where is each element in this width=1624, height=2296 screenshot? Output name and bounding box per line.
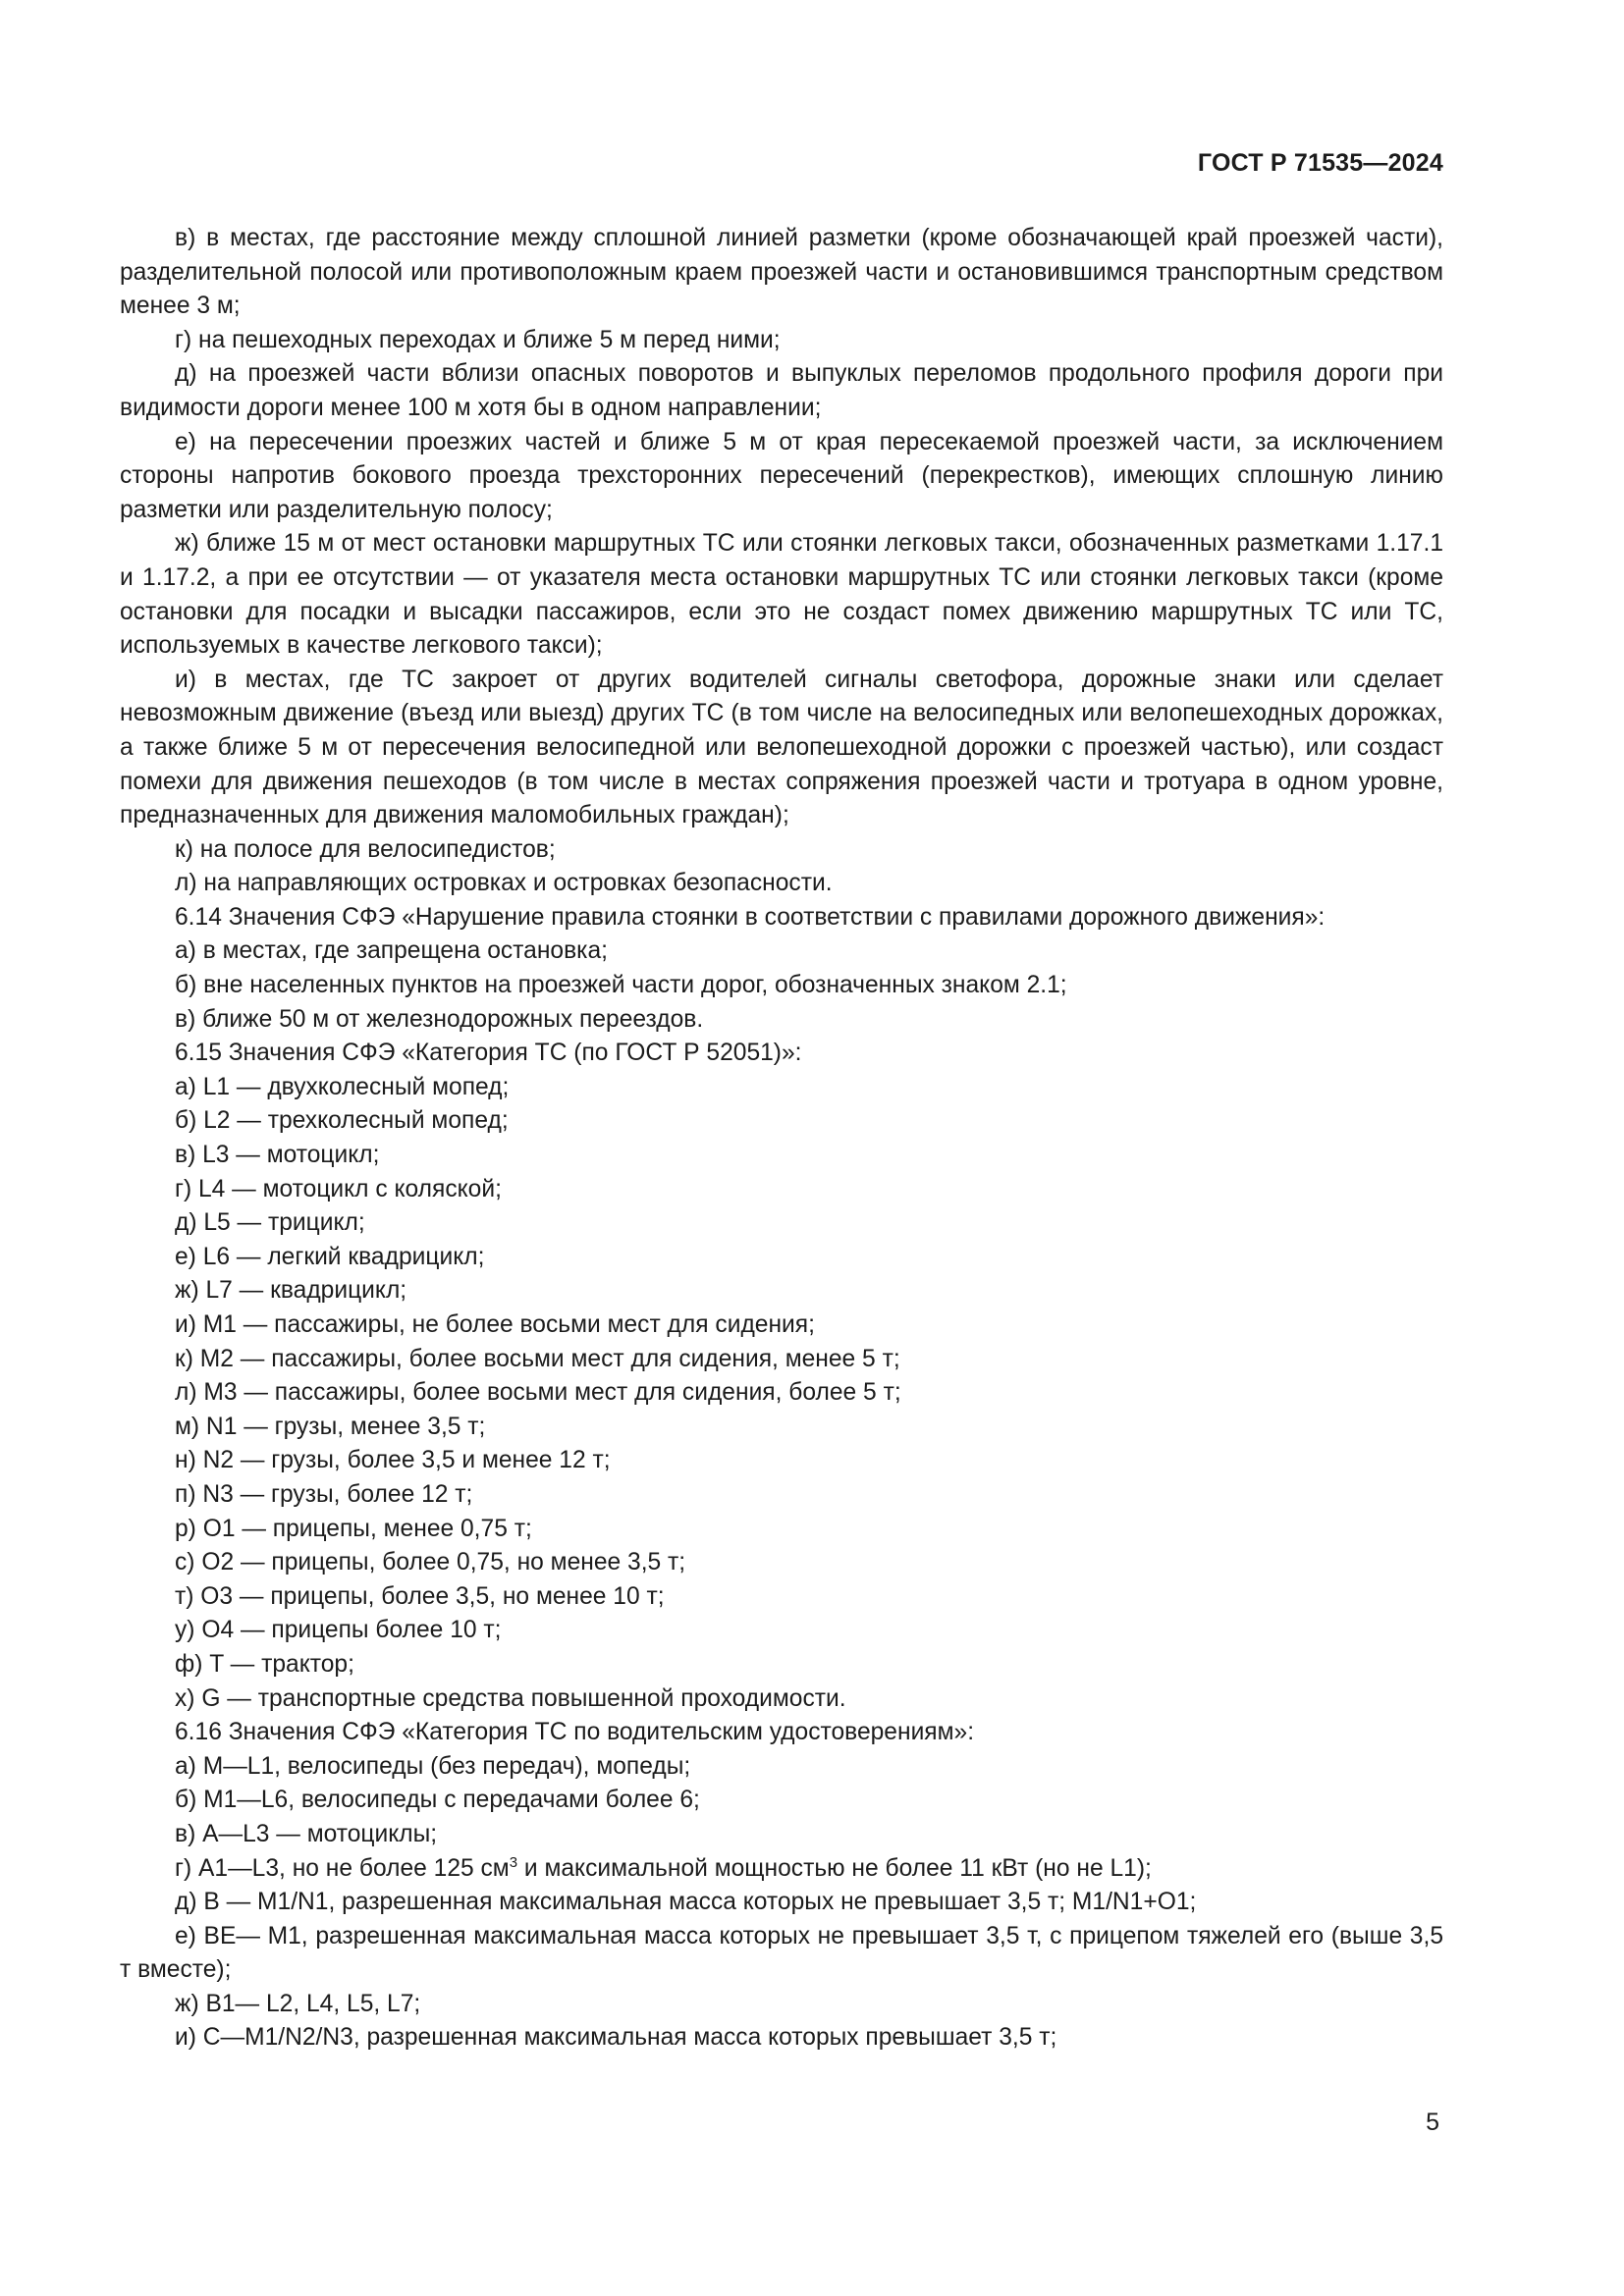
paragraph: д) L5 — трицикл; bbox=[175, 1209, 365, 1237]
paragraph: а) L1 — двухколесный мопед; bbox=[175, 1073, 510, 1100]
paragraph bbox=[120, 1852, 1443, 1887]
paragraph-text: г) A1—L3, но не более 125 см bbox=[175, 1854, 510, 1882]
paragraph: ж) ближе 15 м от мест остановки маршрутных ТС или стоянки легковых такси, обозначенных разметками 1.17.1 и 1.17.2, а при ее отсутствии — от указателя места остановки маршрутных ТС или стоянки легковых такси (кроме остановки для посадки и высадки пассажиров, если это не создаст помех движению маршрутных ТС или ТС, используемых в качестве легкового такси); bbox=[120, 530, 1443, 660]
paragraph: л) на направляющих островках и островках безопасности. bbox=[175, 870, 833, 897]
paragraph: е) BE— M1, разрешенная максимальная масса которых не превышает 3,5 т, с прицепом тяжелей его (выше 3,5 т вместе); bbox=[120, 1922, 1443, 1984]
paragraph: а) в местах, где запрещена остановка; bbox=[175, 937, 608, 965]
page-number: 5 bbox=[1426, 2109, 1439, 2136]
paragraph: б) вне населенных пунктов на проезжей части дорог, обозначенных знаком 2.1; bbox=[175, 972, 1067, 999]
document-code-header: ГОСТ Р 71535—2024 bbox=[1197, 149, 1443, 177]
paragraph: к) на полосе для велосипедистов; bbox=[175, 835, 556, 863]
paragraph: е) L6 — легкий квадрицикл; bbox=[175, 1243, 485, 1270]
paragraph: л) M3 — пассажиры, более восьми мест для сидения, более 5 т; bbox=[175, 1379, 901, 1407]
paragraph: в) L3 — мотоцикл; bbox=[175, 1142, 380, 1169]
paragraph: в) ближе 50 м от железнодорожных переездов. bbox=[175, 1005, 704, 1033]
paragraph: б) M1—L6, велосипеды с передачами более 6; bbox=[175, 1787, 700, 1814]
paragraph: р) O1 — прицепы, менее 0,75 т; bbox=[175, 1515, 532, 1542]
paragraph: к) M2 — пассажиры, более восьми мест для сидения, менее 5 т; bbox=[175, 1345, 900, 1372]
paragraph: и) C—M1/N2/N3, разрешенная максимальная масса которых превышает 3,5 т; bbox=[175, 2024, 1057, 2052]
paragraph: 6.15 Значения СФЭ «Категория ТС (по ГОСТ Р 52051)»: bbox=[175, 1040, 802, 1067]
paragraph: д) на проезжей части вблизи опасных поворотов и выпуклых переломов продольного профиля дороги при видимости дороги менее 100 м хотя бы в одном направлении; bbox=[120, 360, 1443, 421]
paragraph: 6.16 Значения СФЭ «Категория ТС по водительским удостоверениям»: bbox=[175, 1719, 975, 1746]
paragraph: ж) B1— L2, L4, L5, L7; bbox=[175, 1990, 421, 2017]
paragraph: 6.14 Значения СФЭ «Нарушение правила стоянки в соответствии с правилами дорожного движения»: bbox=[175, 903, 1326, 931]
paragraph: т) O3 — прицепы, более 3,5, но менее 10 т; bbox=[175, 1582, 665, 1610]
paragraph: п) N3 — грузы, более 12 т; bbox=[175, 1480, 473, 1508]
paragraph: г) на пешеходных переходах и ближе 5 м перед ними; bbox=[175, 326, 781, 353]
paragraph: ф) T — трактор; bbox=[175, 1650, 354, 1678]
paragraph: м) N1 — грузы, менее 3,5 т; bbox=[175, 1413, 486, 1440]
paragraph: у) O4 — прицепы более 10 т; bbox=[175, 1617, 502, 1644]
paragraph: с) O2 — прицепы, более 0,75, но менее 3,5 т; bbox=[175, 1549, 686, 1576]
paragraph: д) B — M1/N1, разрешенная максимальная масса которых не превышает 3,5 т; M1/N1+O1; bbox=[175, 1889, 1197, 1916]
document-body bbox=[120, 222, 1443, 2056]
paragraph: б) L2 — трехколесный мопед; bbox=[175, 1107, 509, 1135]
paragraph: в) в местах, где расстояние между сплошной линией разметки (кроме обозначающей край проезжей части), разделительной полосой или противоположным краем проезжей части и остановившимся транспортным средством менее 3 м; bbox=[120, 225, 1443, 320]
paragraph: и) в местах, где ТС закроет от других водителей сигналы светофора, дорожные знаки или сделает невозможным движение (въезд или выезд) других ТС (в том числе на велосипедных или велопешеходных дорожках, а также ближе 5 м от пересечения велосипедной или велопешеходной дорожки с проезжей частью), или создаст помехи для движения пешеходов (в том числе в местах сопряжения проезжей части и тротуара в одном уровне, предназначенных для движения маломобильных граждан); bbox=[120, 666, 1443, 829]
paragraph: е) на пересечении проезжих частей и ближе 5 м от края пересекаемой проезжей части, за исключением стороны напротив бокового проезда трехсторонних пересечений (перекрестков), имеющих сплошную линию разметки или разделительную полосу; bbox=[120, 428, 1443, 523]
paragraph: г) L4 — мотоцикл с коляской; bbox=[175, 1175, 502, 1202]
paragraph: х) G — транспортные средства повышенной проходимости. bbox=[175, 1684, 846, 1712]
superscript: 3 bbox=[509, 1853, 518, 1871]
paragraph: а) M—L1, велосипеды (без передач), мопеды; bbox=[175, 1752, 691, 1780]
paragraph: в) A—L3 — мотоциклы; bbox=[175, 1820, 438, 1847]
paragraph: и) M1 — пассажиры, не более восьми мест для сидения; bbox=[175, 1311, 815, 1338]
paragraph: ж) L7 — квадрицикл; bbox=[175, 1277, 407, 1305]
paragraph: н) N2 — грузы, более 3,5 и менее 12 т; bbox=[175, 1447, 611, 1474]
paragraph-text: и максимальной мощностью не более 11 кВт (но не L1); bbox=[517, 1854, 1152, 1882]
